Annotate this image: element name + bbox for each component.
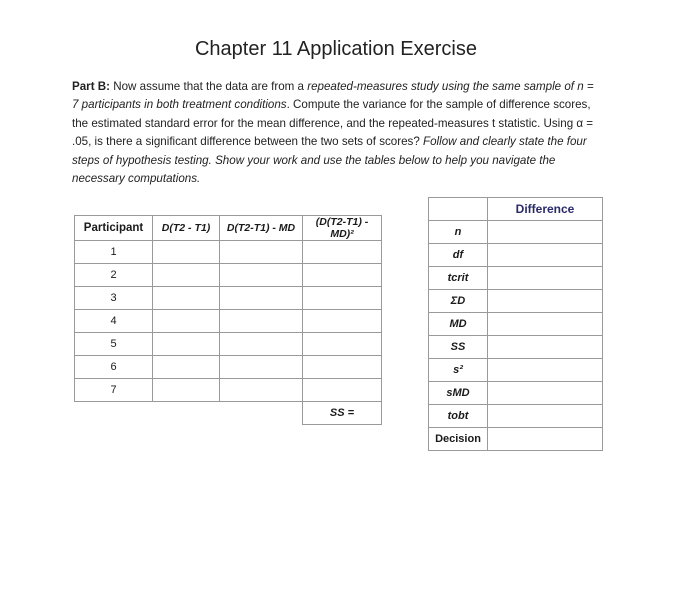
table-header-row	[75, 216, 382, 241]
d-cell[interactable]	[153, 333, 220, 356]
difference-scores-table	[74, 215, 382, 425]
tcrit-label: tcrit	[429, 267, 488, 290]
deviation-cell[interactable]	[220, 287, 303, 310]
d-cell[interactable]	[153, 310, 220, 333]
table-row	[75, 379, 382, 402]
table-row	[75, 241, 382, 264]
deviation-cell[interactable]	[220, 356, 303, 379]
d-cell[interactable]	[153, 356, 220, 379]
participant-number: 1	[75, 241, 153, 264]
instructions-paragraph	[72, 78, 602, 188]
d-cell[interactable]	[153, 241, 220, 264]
ss-total-cell[interactable]: SS =	[303, 402, 382, 425]
instructions-text-3: . Compute the variance for the sample of difference scores, the estimated standard error for the mean difference, and the repeated-measures t statistic. Using α = .05, is there a significant difference between the two sets of scores?	[72, 98, 594, 149]
participant-number: 3	[75, 287, 153, 310]
smd-value-cell[interactable]	[488, 382, 603, 405]
page-title: Chapter 11 Application Exercise	[194, 38, 477, 60]
summary-row-ss	[429, 336, 603, 359]
ss-row	[75, 402, 382, 425]
deviation-cell[interactable]	[220, 264, 303, 287]
d-cell[interactable]	[153, 379, 220, 402]
tobt-label: tobt	[429, 405, 488, 428]
table-row	[75, 287, 382, 310]
deviation-cell[interactable]	[220, 310, 303, 333]
instructions-text-4: Follow and clearly state the four steps of hypothesis testing. Show your work and use the tables below to help you navigate the necessary computations.	[72, 135, 587, 186]
participant-number: 6	[75, 356, 153, 379]
squared-cell[interactable]	[303, 333, 382, 356]
decision-label: Decision	[429, 428, 488, 451]
squared-cell[interactable]	[303, 310, 382, 333]
summary-row-decision	[429, 428, 603, 451]
squared-deviation-header: (D(T2-T1) - MD)²	[303, 216, 382, 241]
participant-number: 5	[75, 333, 153, 356]
summary-row-tcrit	[429, 267, 603, 290]
summary-row-n	[429, 221, 603, 244]
deviation-cell[interactable]	[220, 379, 303, 402]
sum-d-value-cell[interactable]	[488, 290, 603, 313]
variance-label: s²	[429, 359, 488, 382]
smd-label: sMD	[429, 382, 488, 405]
participant-number: 4	[75, 310, 153, 333]
table-row	[75, 333, 382, 356]
n-label: n	[429, 221, 488, 244]
decision-value-cell[interactable]	[488, 428, 603, 451]
ss-label: SS	[429, 336, 488, 359]
participant-number: 2	[75, 264, 153, 287]
sum-d-label: ΣD	[429, 290, 488, 313]
part-label: Part B:	[72, 80, 111, 93]
summary-row-smd	[429, 382, 603, 405]
instructions-text-2: repeated-measures study using the same sample of n = 7 participants in both treatment conditions	[72, 80, 594, 112]
difference-header: Difference	[488, 198, 603, 221]
summary-row-md	[429, 313, 603, 336]
squared-cell[interactable]	[303, 356, 382, 379]
squared-cell[interactable]	[303, 287, 382, 310]
squared-cell[interactable]	[303, 241, 382, 264]
d-cell[interactable]	[153, 287, 220, 310]
summary-header-row	[429, 198, 603, 221]
variance-value-cell[interactable]	[488, 359, 603, 382]
squared-cell[interactable]	[303, 264, 382, 287]
summary-row-sum-d	[429, 290, 603, 313]
d-cell[interactable]	[153, 264, 220, 287]
md-label: MD	[429, 313, 488, 336]
table-row	[75, 264, 382, 287]
deviation-cell[interactable]	[220, 333, 303, 356]
table-row	[75, 310, 382, 333]
df-value-cell[interactable]	[488, 244, 603, 267]
deviation-cell[interactable]	[220, 241, 303, 264]
instructions-text-1: Now assume that the data are from a	[110, 80, 308, 93]
summary-row-df	[429, 244, 603, 267]
md-value-cell[interactable]	[488, 313, 603, 336]
ss-value-cell[interactable]	[488, 336, 603, 359]
participant-number: 7	[75, 379, 153, 402]
table-row	[75, 356, 382, 379]
computation-summary-table	[428, 197, 603, 451]
tobt-value-cell[interactable]	[488, 405, 603, 428]
participant-header: Participant	[75, 216, 153, 241]
d-header: D(T2 - T1)	[153, 216, 220, 241]
n-value-cell[interactable]	[488, 221, 603, 244]
tcrit-value-cell[interactable]	[488, 267, 603, 290]
df-label: df	[429, 244, 488, 267]
summary-row-variance	[429, 359, 603, 382]
squared-cell[interactable]	[303, 379, 382, 402]
d-minus-md-header: D(T2-T1) - MD	[220, 216, 303, 241]
summary-row-tobt	[429, 405, 603, 428]
